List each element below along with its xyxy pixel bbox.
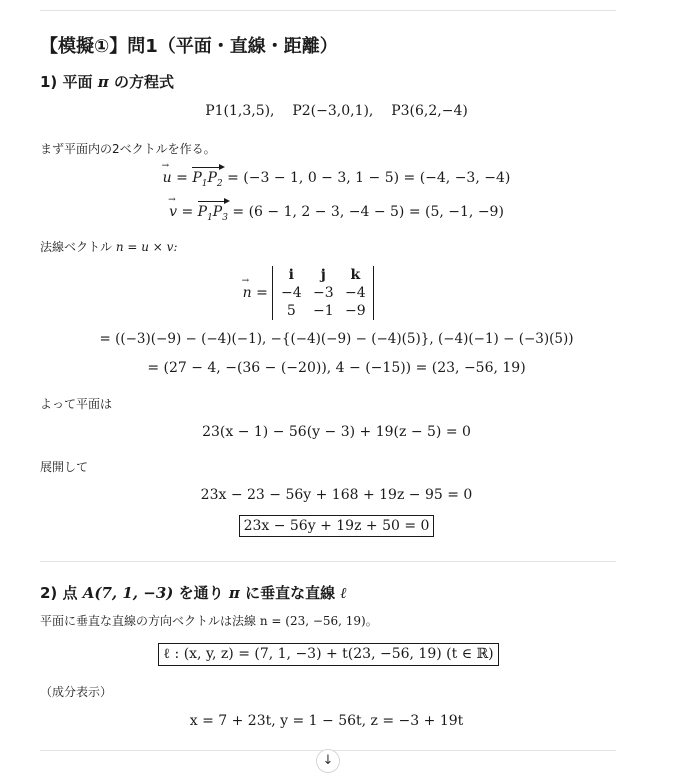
p1p3-vector: $P_1P_3$	[197, 204, 228, 223]
section2-heading-prefix: 2) 点	[40, 584, 78, 602]
section1-heading-prefix: 1) 平面	[40, 73, 93, 91]
section2-heading-mid: を通り	[178, 584, 224, 602]
normal-text-formula: n = u × v:	[115, 240, 178, 254]
u-vector-value: = (−3 − 1, 0 − 3, 1 − 5) = (−4, −3, −4)	[227, 170, 511, 186]
v-vector-symbol: → v	[169, 204, 177, 220]
matrix-cell: j	[320, 267, 326, 283]
section2-heading-line: ℓ	[340, 584, 347, 602]
expand-text: 展開して	[40, 460, 89, 474]
cross-product-matrix: → n = i j k −4 −3 −4 5 −1 −9	[0, 266, 645, 320]
section1-heading-pi: π	[97, 73, 109, 91]
matrix-cell: k	[350, 267, 361, 283]
page-title: 【模擬①】問1（平面・直線・距離）	[40, 36, 338, 57]
scroll-down-button[interactable]	[316, 749, 340, 773]
point-p3: P3(6,2,−4)	[391, 103, 468, 119]
direction-text-formula: n = (23, −56, 19)。	[259, 614, 378, 628]
points-equation	[0, 103, 673, 119]
n-vector-symbol: → n	[243, 285, 252, 301]
section-divider	[40, 561, 616, 562]
boxed-line-equation: ℓ : (x, y, z) = (7, 1, −3) + t(23, −56, 19) (t ∈ ℝ)	[158, 643, 498, 666]
direction-text	[40, 612, 378, 629]
component-equations: x = 7 + 23t, y = 1 − 56t, z = −3 + 19t	[189, 713, 464, 729]
v-vector-value: = (6 − 1, 2 − 3, −4 − 5) = (5, −1, −9)	[232, 204, 504, 220]
determinant-matrix	[272, 266, 374, 320]
section2-heading-point: A(7, 1, −3)	[82, 584, 174, 602]
matrix-cell: −4	[281, 285, 302, 301]
v-vector-equation: → $v = P_1P_3 = (6 - 1$, 2 − 3, −4 − 5) = (5, −1, −9)	[0, 204, 673, 223]
u-vector-symbol: → u	[163, 170, 172, 186]
normal-text-prefix: 法線ベクトル	[40, 240, 113, 254]
intro-text: まず平面内の2ベクトルを作る。	[40, 142, 216, 156]
p1p2-vector: $P_1P_2$	[192, 170, 223, 189]
top-divider	[40, 10, 616, 11]
u-vector-equation: → $u = P_1P_2 = (-3 - 1$, 0 − 3, 1 − 5) = (−4, −3, −4)	[0, 170, 673, 189]
matrix-cell: i	[288, 267, 294, 283]
section1-heading-suffix: の方程式	[113, 73, 174, 91]
section1-heading	[40, 71, 174, 92]
cross-product-line2: = (27 − 4, −(36 − (−20)), 4 − (−15)) = (23, −56, 19)	[147, 360, 526, 376]
section2-heading-pi: π	[228, 584, 240, 602]
component-label: （成分表示）	[40, 685, 113, 699]
section2-heading	[40, 582, 347, 603]
final-plane-equation	[0, 515, 673, 537]
therefore-text: よって平面は	[40, 397, 113, 411]
cross-product-line1: = ((−3)(−9) − (−4)(−1), −{(−4)(−9) − (−4)(5)}, (−4)(−1) − (−3)(5))	[99, 331, 574, 347]
direction-text-prefix: 平面に垂直な直線の方向ベクトルは法線	[40, 614, 257, 628]
matrix-cell: −4	[345, 285, 366, 301]
point-p1: P1(1,3,5),	[205, 103, 275, 119]
arrow-down-icon: ↓	[322, 753, 334, 768]
matrix-cell: −1	[313, 303, 334, 319]
matrix-cell: −9	[345, 303, 366, 319]
matrix-cell: 5	[286, 303, 296, 319]
plane-equation: 23(x − 1) − 56(y − 3) + 19(z − 5) = 0	[202, 424, 471, 440]
boxed-plane-equation: 23x − 56y + 19z + 50 = 0	[239, 515, 435, 537]
normal-vector-text	[40, 238, 178, 255]
matrix-cell: −3	[313, 285, 334, 301]
expanded-equation: 23x − 23 − 56y + 168 + 19z − 95 = 0	[200, 487, 473, 503]
point-p2: P2(−3,0,1),	[292, 103, 374, 119]
line-equation	[0, 643, 665, 666]
section2-heading-suffix: に垂直な直線	[245, 584, 336, 602]
